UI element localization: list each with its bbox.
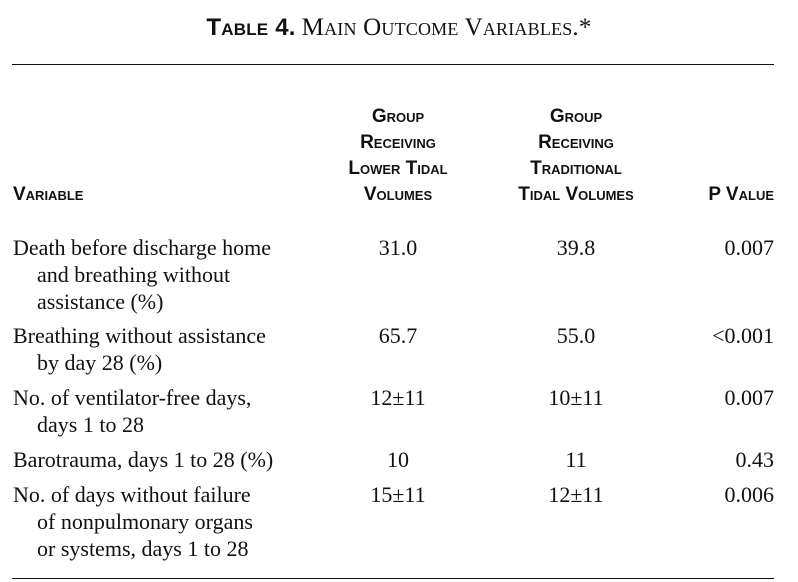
traditional-tidal-value: 39.8 [556,235,596,260]
header-traditional-line: Group [549,106,603,127]
lower-tidal-value: 10 [387,447,409,472]
header-lower-line: Lower Tidal [348,158,448,179]
row-variable [13,322,333,376]
variable-line: or systems, days 1 to 28 [37,536,249,561]
top-rule [12,64,774,65]
p-value: 0.43 [735,447,774,472]
header-lower-line: Receiving [360,132,436,153]
variable-line: days 1 to 28 [37,412,144,437]
header-traditional-line: Traditional [530,158,622,179]
variable-line: Breathing without assistance [13,323,266,348]
row-variable [13,384,333,438]
lower-tidal-value: 15±11 [370,482,426,507]
variable-line: No. of days without failure [13,482,251,507]
header-lower-line: Volumes [363,184,433,205]
variable-line: Death before discharge home [13,235,271,260]
p-value: 0.006 [724,482,774,507]
variable-line: by day 28 (%) [37,350,163,375]
lower-tidal-value: 12±11 [370,385,426,410]
header-traditional-tidal-group [487,104,665,208]
traditional-tidal-value: 12±11 [548,482,604,507]
lower-tidal-value: 31.0 [378,235,418,260]
header-p-value: P Value [708,184,774,205]
traditional-tidal-value: 11 [565,447,587,472]
row-variable [13,446,333,473]
row-variable [13,234,333,315]
table-label: Table 4. [206,14,296,41]
bottom-rule [12,578,774,579]
header-variable: Variable [13,184,84,205]
variable-line: and breathing without [37,262,231,287]
table-caption [0,14,798,42]
p-value: 0.007 [724,235,774,260]
header-traditional-line: Receiving [538,132,614,153]
lower-tidal-value: 65.7 [378,323,418,348]
table-title: Main Outcome Variables.* [301,14,592,41]
header-traditional-line: Tidal Volumes [518,184,634,205]
header-lower-line: Group [371,106,425,127]
variable-line: Barotrauma, days 1 to 28 (%) [13,447,274,472]
traditional-tidal-value: 55.0 [556,323,596,348]
row-variable [13,481,333,562]
p-value: <0.001 [712,323,774,348]
header-lower-tidal-group [316,104,480,208]
variable-line: No. of ventilator-free days, [13,385,252,410]
p-value: 0.007 [724,385,774,410]
traditional-tidal-value: 10±11 [548,385,604,410]
variable-line: assistance (%) [37,289,164,314]
variable-line: of nonpulmonary organs [37,509,253,534]
